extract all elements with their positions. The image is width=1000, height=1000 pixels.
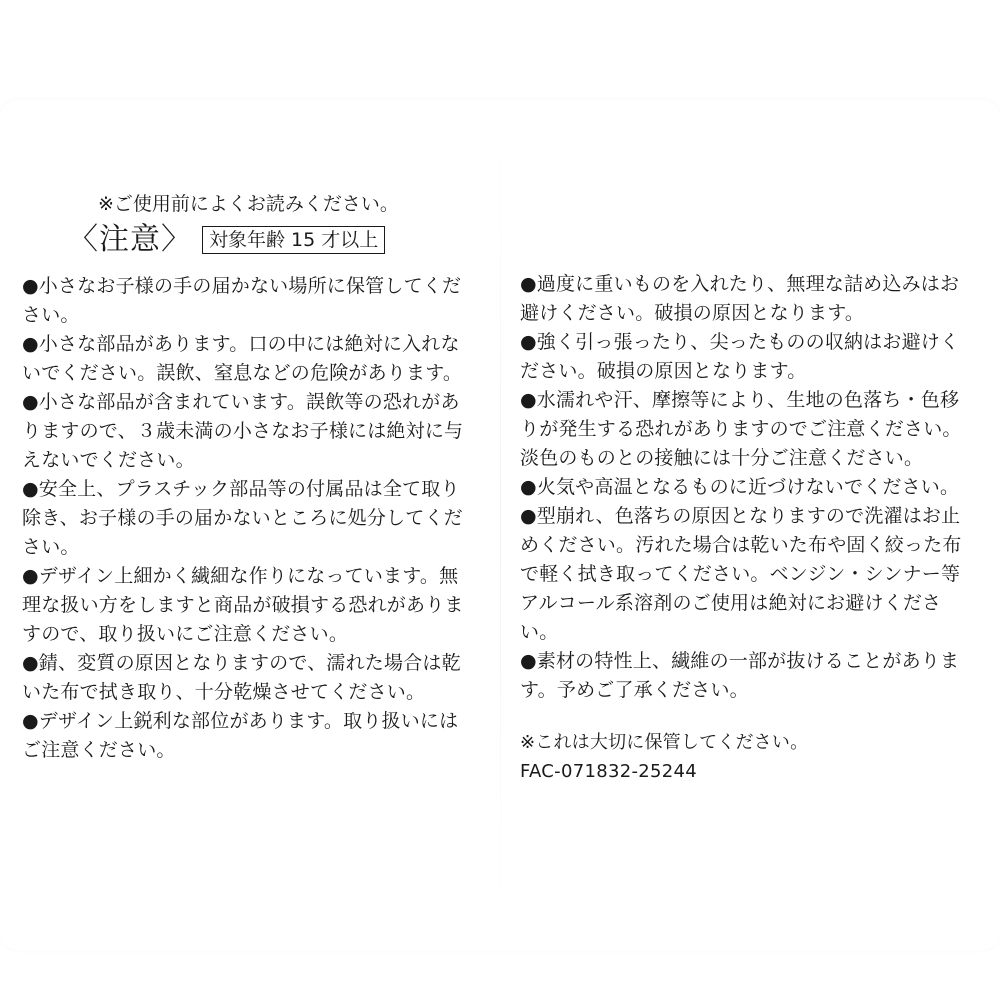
fold-line (500, 110, 501, 940)
heading-row (68, 220, 385, 260)
age-badge: 対象年齢 15 才以上 (202, 226, 385, 254)
caution-item: ●小さなお子様の手の届かない場所に保管してくだ さい。 (22, 275, 462, 326)
caution-item: ●強く引っ張ったり、尖ったものの収納はお避けく ださい。破損の原因となります。 (520, 331, 960, 382)
read-before-use-note: ※ご使用前によくお読みください。 (98, 193, 399, 215)
caution-item: ●火気や高温となるものに近づけないでください。 (520, 476, 960, 498)
caution-item: ●水濡れや汗、摩擦等により、生地の色落ち・色移 りが発生する恐れがありますのでご注意ください。 淡色のものとの接触には十分ご注意ください。 (520, 389, 962, 469)
caution-item: ●安全上、プラスチック部品等の付属品は全て取り 除き、お子様の手の届かないところに処分してくだ さい。 (22, 478, 463, 558)
caution-item: ●デザイン上鋭利な部位があります。取り扱いには ご注意ください。 (22, 710, 459, 761)
caution-item: ●素材の特性上、繊維の一部が抜けることがありま す。予めご了承ください。 (520, 650, 960, 701)
caution-column-left (22, 272, 482, 765)
caution-heading: 〈注意〉 (68, 222, 192, 257)
caution-item: ●錆、変質の原因となりますので、濡れた場合は乾 いた布で拭き取り、十分乾燥させてください。 (22, 652, 461, 703)
caution-column-right (520, 270, 980, 787)
caution-item: ●小さな部品があります。口の中には絶対に入れな いでください。誤飲、窒息などの危険があります。 (22, 333, 463, 384)
caution-item: ●デザイン上細かく繊細な作りになっています。無 理な扱い方をしますと商品が破損する恐れがありま すので、取り扱いにご注意ください。 (22, 565, 464, 645)
caution-item: ●過度に重いものを入れたり、無理な詰め込みはお 避けください。破損の原因となります。 (520, 273, 960, 324)
caution-item: ●型崩れ、色落ちの原因となりますので洗濯はお止 めください。汚れた場合は乾いた布や固く絞った布 で軽く拭き取ってください。ベンジン・シンナー等 アルコール系溶剤のご使用は絶対にお避けくださ い。 (520, 505, 962, 643)
caution-item: ●小さな部品が含まれています。誤飲等の恐れがあ りますので、３歳未満の小さなお子様には絶対に与 えないでください。 (22, 391, 464, 471)
product-code: FAC-071832-25244 (520, 761, 698, 782)
keep-this-note: ※これは大切に保管してください。 (520, 732, 809, 753)
